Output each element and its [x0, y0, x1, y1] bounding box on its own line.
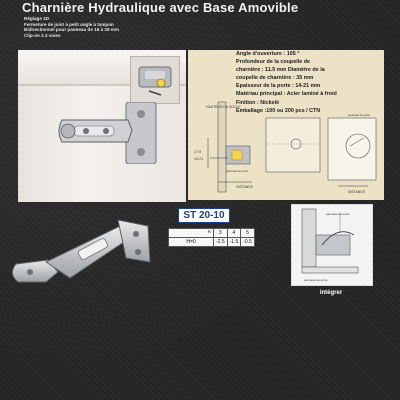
label-panneau-porte-right: panneau de porte [348, 113, 370, 117]
table-cell: -1.5 [227, 238, 241, 247]
integrated-mounting-diagram [291, 204, 373, 286]
integ-label-bottom: panneau de porte [304, 278, 328, 282]
integ-label-top: panneau de porte [326, 212, 350, 216]
feature-item: Bidirectionnel pour panneau de 16 à 28 mm [24, 27, 119, 33]
label-dim-2: 14-21 [194, 157, 204, 161]
label-distance: DISTANCE [236, 185, 253, 189]
spec-item: Profondeur de la coupelle de [236, 59, 310, 66]
table-row-label: H=0 [169, 238, 214, 247]
cup-position-drawing [266, 118, 320, 172]
table-corner-cell [169, 229, 214, 238]
label-hauteur-socle: HAUTEUR DU SOCLE [206, 105, 241, 109]
feature-item: Fermeture de joint à petit angle à tampon [24, 21, 114, 27]
door-panel-drawing [328, 118, 376, 186]
spec-panel [188, 50, 384, 200]
feature-list [24, 16, 119, 38]
spec-item: charnière : 11.5 mm Diamètre de la [236, 67, 325, 74]
label-panneau-porte: panneau de porte [226, 169, 248, 173]
integ-caption: intégrer [319, 290, 343, 296]
table-header-cell: 5 [241, 229, 255, 238]
spec-item: Finition : Nickelé [236, 99, 280, 106]
technical-drawings [188, 98, 384, 198]
page-title: Charnière Hydraulique avec Base Amovible [22, 0, 299, 15]
label-dim-1: 17.9 [194, 150, 201, 154]
hinge-image [56, 102, 168, 164]
feature-item: Réglage 3D [24, 16, 50, 21]
feature-item: Clip-on à 3 voies [24, 32, 61, 38]
spec-item: coupelle de charnière : 35 mm [236, 75, 314, 82]
label-distance-right: DISTANCE [348, 190, 365, 194]
adjustment-table-area [168, 228, 278, 288]
spec-item: Epaisseur de la porte : 14-21 mm [236, 83, 321, 90]
hinge-install-photo [18, 50, 186, 202]
table-header-cell: 4 [227, 229, 241, 238]
clip-detail-inset [130, 56, 180, 104]
spec-item: Matériau principal : Acier laminé à froid [236, 91, 337, 98]
table-cell: -0.5 [241, 238, 255, 247]
hinge-product-image [8, 212, 158, 292]
adjustment-table [168, 228, 255, 247]
table-k-label: K [207, 229, 211, 234]
table-cell: -2.5 [214, 238, 228, 247]
table-header-cell: 3 [214, 229, 228, 238]
model-number-badge: ST 20-10 [178, 208, 230, 223]
spec-item: Emballage :100 ou 200 pcs / CTN [236, 107, 321, 114]
spec-item: Angle d'ouverture : 105 ° [236, 51, 300, 57]
base-height-drawing [208, 102, 252, 192]
